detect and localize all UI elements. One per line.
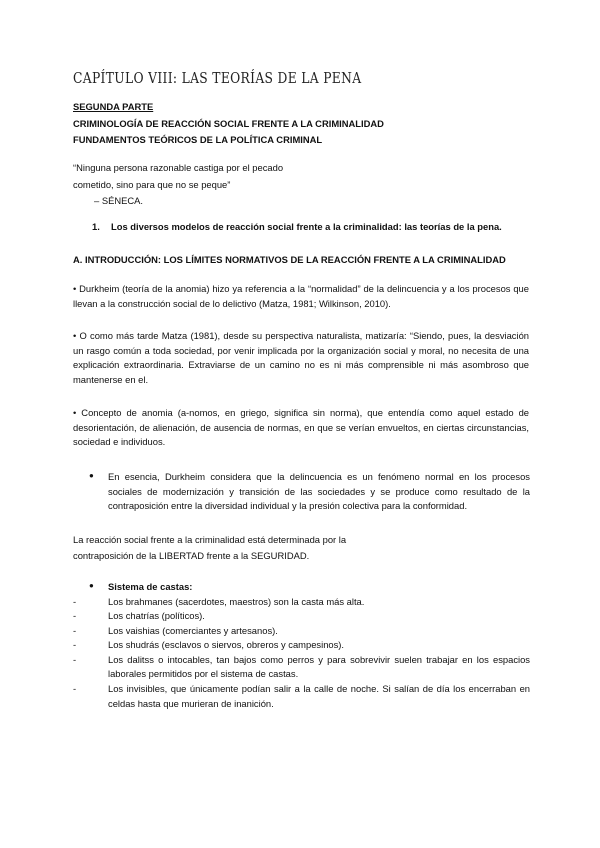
bullet-durkheim-text: En esencia, Durkheim considera que la delincuencia es un fenómeno normal en los procesos sociales de modernización y transición de las sociedades y se produce como resultado de la contraposición entre la diversidad individual y la presión colectiva para la conformidad. — [108, 471, 530, 512]
section-heading-text: Los diversos modelos de reacción social frente a la criminalidad: las teorías de la pena. — [111, 221, 502, 232]
list-item: - Los chatrías (políticos). — [73, 609, 530, 624]
reaction-paragraph — [73, 532, 529, 564]
part-subtitle-1: CRIMINOLOGÍA DE REACCIÓN SOCIAL FRENTE A LA CRIMINALIDAD — [73, 117, 384, 129]
introduction-heading: A. INTRODUCCIÓN: LOS LÍMITES NORMATIVOS DE LA REACCIÓN FRENTE A LA CRIMINALIDAD — [73, 254, 506, 265]
list-item: - Los vaishias (comerciantes y artesanos). — [73, 624, 530, 639]
part-header — [73, 99, 529, 149]
caste-heading — [89, 580, 530, 595]
bullet-icon: ● — [89, 581, 94, 590]
dash-icon: - — [73, 639, 77, 651]
paragraph-durkheim: • Durkheim (teoría de la anomia) hizo ya referencia a la “normalidad” de la delincuencia y a los procesos que llevan a la construcción social de lo delictivo (Matza, 1981; Wilkinson, 2010). — [73, 283, 529, 309]
caste-system-list — [73, 580, 530, 711]
list-item: - Los brahmanes (sacerdotes, maestros) son la casta más alta. — [73, 595, 530, 610]
dash-icon: - — [73, 683, 77, 695]
section-1-heading — [92, 219, 532, 235]
dash-icon: - — [73, 610, 77, 622]
quote-line-2: cometido, sino para que no se peque” — [73, 178, 231, 190]
dash-icon: - — [73, 624, 77, 636]
list-item: - Los invisibles, que únicamente podían salir a la calle de noche. Si salían de día los encerraban en celdas hasta que murieran de inanición. — [73, 682, 530, 711]
dash-icon: - — [73, 653, 77, 665]
paragraph-matza: • O como más tarde Matza (1981), desde su perspectiva naturalista, matizaría: “Siendo, pues, la desviación un rasgo común a toda sociedad, por venir implicada por la organización social y moral, no necesita de una explicación extraordinaria. Extraviarse de un camino no es ni más comprensible ni más asombroso que mantenerse en el. — [73, 330, 529, 385]
bullet-icon: ● — [89, 471, 94, 480]
quote-line-1: “Ninguna persona razonable castiga por el pecado — [73, 162, 284, 173]
reaction-line-1: La reacción social frente a la criminalidad está determinada por la — [73, 534, 347, 545]
caste-items — [73, 595, 530, 712]
bullet-durkheim — [89, 470, 530, 514]
quote-author: – SÉNECA. — [94, 195, 143, 206]
paragraph-anomia: • Concepto de anomia (a-nomos, en griego, significa sin norma), que entendía como aquel estado de desorientación, de alienación, de ausencia de normas, en que se verían envueltos, en ciertas circunstancias, sociedad e individuos. — [73, 407, 529, 448]
dash-icon: - — [73, 595, 77, 607]
part-subtitle-2: FUNDAMENTOS TEÓRICOS DE LA POLÍTICA CRIMINAL — [73, 134, 323, 145]
list-item: - Los dalitss o intocables, tan bajos como perros y para sobrevivir suelen trabajar en los espacios laborales permitidos por el sistema de castas. — [73, 653, 530, 682]
section-number: 1. — [92, 221, 100, 232]
chapter-title: CAPÍTULO VIII: LAS TEORÍAS DE LA PENA — [73, 69, 362, 87]
epigraph-quote — [73, 160, 529, 210]
caste-heading-text: Sistema de castas: — [108, 581, 193, 592]
list-item: - Los shudrás (esclavos o siervos, obreros y campesinos). — [73, 638, 530, 653]
reaction-line-2: contraposición de la LIBERTAD frente a la SEGURIDAD. — [73, 550, 310, 561]
part-label: SEGUNDA PARTE — [73, 101, 154, 112]
